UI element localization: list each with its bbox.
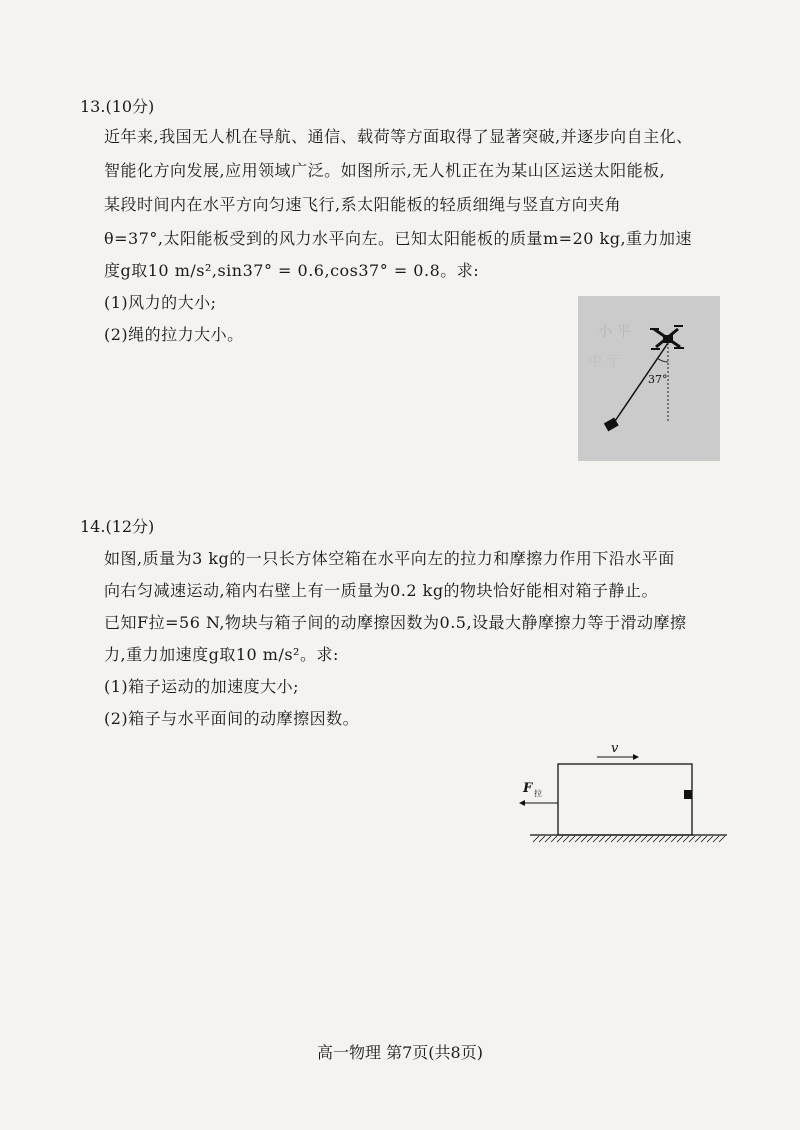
- q14-line-2: 向右匀减速运动,箱内右壁上有一质量为0.2 kg的物块恰好能相对箱子静止。: [104, 581, 659, 600]
- q13-line-5: 度g取10 m/s²,sin37° = 0.6,cos37° = 0.8。求:: [104, 261, 480, 280]
- question-14-number: 14.: [80, 517, 106, 536]
- q13-line-3: 某段时间内在水平方向匀速飞行,系太阳能板的轻质细绳与竖直方向夹角: [104, 195, 622, 214]
- question-14-header: [80, 514, 154, 537]
- box-diagram-drawing: [515, 738, 730, 848]
- force-label: F: [523, 781, 533, 796]
- small-block: [684, 790, 692, 799]
- svg-text:中 亍: 中 亍: [588, 354, 621, 370]
- drone-figure-drawing: [578, 296, 720, 461]
- drone-figure: [578, 296, 720, 461]
- q13-line-1: 近年来,我国无人机在导航、通信、载荷等方面取得了显著突破,并逐步向自主化、: [104, 127, 693, 146]
- page-footer: 高一物理 第7页(共8页): [317, 1043, 483, 1062]
- q14-line-1: 如图,质量为3 kg的一只长方体空箱在水平向左的拉力和摩擦力作用下沿水平面: [104, 549, 675, 568]
- q13-subquestion-1: (1)风力的大小;: [104, 293, 217, 312]
- question-13-number: 13.: [80, 97, 106, 116]
- question-13-score: (10分): [105, 97, 155, 116]
- question-13-header: [80, 94, 154, 117]
- q13-subquestion-2: (2)绳的拉力大小。: [104, 325, 244, 344]
- force-label-subscript: 拉: [534, 789, 542, 798]
- q14-subquestion-2: (2)箱子与水平面间的动摩擦因数。: [104, 709, 360, 728]
- velocity-label: v: [611, 741, 619, 756]
- q14-line-3: 已知F拉=56 N,物块与箱子间的动摩擦因数为0.5,设最大静摩擦力等于滑动摩擦: [104, 613, 687, 632]
- ground-hatching: [533, 836, 725, 842]
- box-diagram: [515, 738, 730, 852]
- box-outline: [558, 764, 692, 835]
- svg-text:小 平: 小 平: [598, 324, 631, 340]
- q13-line-4: θ=37°,太阳能板受到的风力水平向左。已知太阳能板的质量m=20 kg,重力加速: [104, 229, 693, 248]
- q13-line-2: 智能化方向发展,应用领域广泛。如图所示,无人机正在为某山区运送太阳能板,: [104, 161, 666, 180]
- q14-line-4: 力,重力加速度g取10 m/s²。求:: [104, 645, 339, 664]
- q14-subquestion-1: (1)箱子运动的加速度大小;: [104, 677, 300, 696]
- angle-label: 37°: [648, 373, 668, 386]
- question-14-score: (12分): [105, 517, 155, 536]
